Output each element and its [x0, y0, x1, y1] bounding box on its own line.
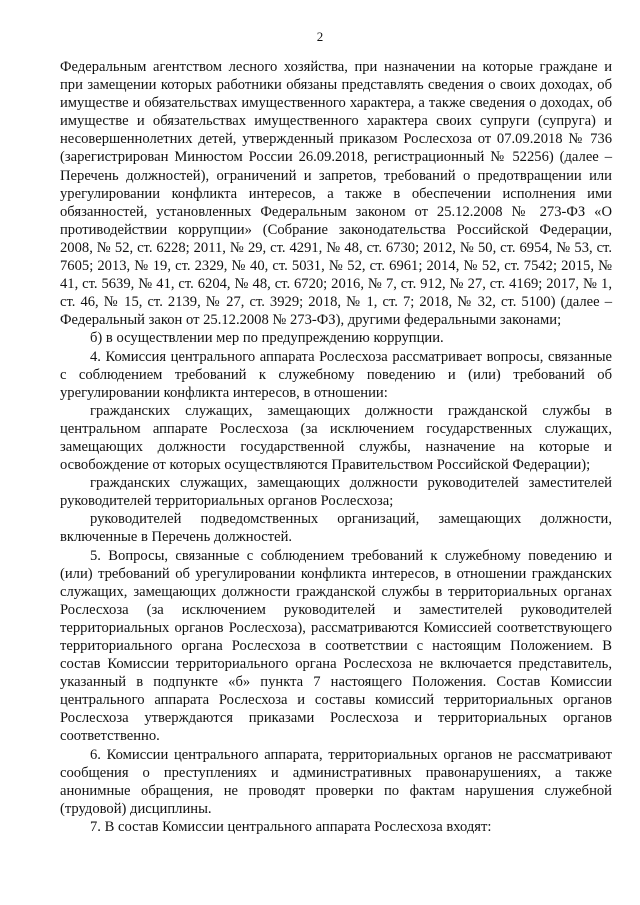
paragraph-clause-4-civil-servants-central: гражданских служащих, замещающих должности гражданской службы в центральном аппарате Рослесхоза (за исключением государственных служащих, замещающих должности государственной службы, назначение на которые и освобождение от которых осуществляются Правительством Российской Федерации);	[60, 402, 612, 474]
paragraph-clause-4: 4. Комиссия центрального аппарата Рослесхоза рассматривает вопросы, связанные с соблюдением требований к служебному поведению и (или) требований об урегулировании конфликта интересов, в отношении:	[60, 348, 612, 401]
paragraph-clause-7: 7. В состав Комиссии центрального аппарата Рослесхоза входят:	[90, 818, 492, 835]
paragraph-clause-4-subordinate-heads: руководителей подведомственных организаций, замещающих должности, включенные в Перечень должностей.	[60, 511, 612, 546]
page-number: 2	[316, 29, 324, 44]
paragraph-continuation: Федеральным агентством лесного хозяйства, при назначении на которые граждане и при замещении которых работники обязаны представлять сведения о своих доходах, об имуществе и обязательствах имущественного характера, а также сведения о доходах, об имуществе и обязательствах имущественного характера своих супруги (супруга) и несовершеннолетних детей, утвержденный приказом Рослесхоза от 07.09.2018 № 736 (зарегистрирован Минюстом России 26.09.2018, регистрационный № 52256) (далее – Перечень должностей), ограничений и запретов, требований о предотвращении или урегулировании конфликта интересов, а также в обеспечении исполнения ими обязанностей, установленных Федеральным законом от 25.12.2008 № 273-ФЗ «О противодействии коррупции» (Собрание законодательства Российской Федерации, 2008, № 52, ст. 6228; 2011, № 29, ст. 4291, № 48, ст. 6730; 2012, № 50, ст. 6954, № 53, ст. 7605; 2013, № 19, ст. 2329, № 40, ст. 5031, № 52, ст. 6961; 2014, № 52, ст. 7542; 2015, № 41, ст. 5639, № 41, ст. 6204, № 48, ст. 6720; 2016, № 7, ст. 912, № 27, ст. 4169; 2017, № 1, ст. 46, № 15, ст. 2139, № 27, ст. 3929; 2018, № 1, ст. 7; 2018, № 32, ст. 5100) (далее – Федеральный закон от 25.12.2008 № 273-ФЗ), другими федеральными законами;	[60, 59, 612, 329]
paragraph-clause-5: 5. Вопросы, связанные с соблюдением требований к служебному поведению и (или) требований об урегулировании конфликта интересов, в отношении гражданских служащих, замещающих должности гражданской службы в территориальных органах Рослесхоза (за исключением руководителей и заместителей руководителей территориальных органов Рослесхоза), рассматриваются Комиссией соответствующего территориального органа Рослесхоза в соответствии с настоящим Положением. В состав Комиссии территориального органа Рослесхоза не включается представитель, указанный в подпункте «б» пункта 7 настоящего Положения. Состав Комиссии центрального аппарата Рослесхоза и составы комиссий территориальных органов Рослесхоза утверждаются приказами Рослесхоза и территориальных органов соответственно.	[60, 547, 612, 745]
paragraph-clause-6: 6. Комиссии центрального аппарата, территориальных органов не рассматривают сообщения о преступлениях и административных правонарушениях, а также анонимные обращения, не проводят проверки по фактам нарушения служебной (трудовой) дисциплины.	[60, 746, 612, 817]
paragraph-item-b: б) в осуществлении мер по предупреждению коррупции.	[90, 330, 444, 347]
document-body	[60, 58, 612, 836]
paragraph-clause-4-deputy-heads: гражданских служащих, замещающих должности руководителей заместителей руководителей территориальных органов Рослесхоза;	[60, 475, 612, 510]
